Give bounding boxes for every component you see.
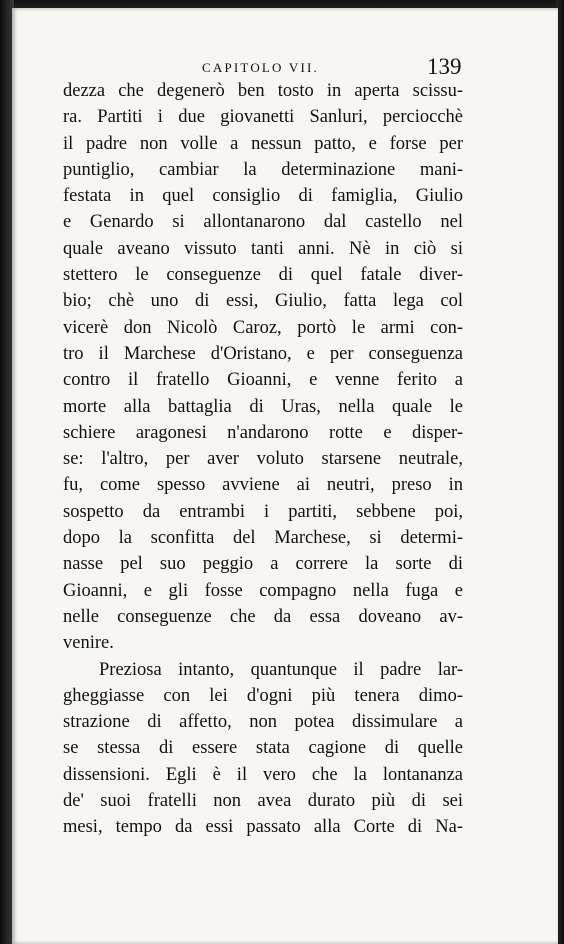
- text-line: de' suoi fratelli non avea durato più di sei: [63, 791, 463, 812]
- text-line: dissensioni. Egli è il vero che la lontananza: [63, 764, 463, 785]
- text-line: Preziosa intanto, quantunque il padre lar-: [99, 659, 463, 680]
- text-line: e Genardo si allontanarono dal castello nel: [63, 212, 463, 233]
- text-line: se: l'altro, per aver voluto starsene neutrale,: [63, 449, 463, 470]
- text-line: fu, come spesso avviene ai neutri, preso in: [63, 475, 463, 496]
- text-line: se stessa di essere stata cagione di quelle: [63, 738, 463, 759]
- book-page: [12, 8, 558, 944]
- text-line: vicerè don Nicolò Caroz, portò le armi con-: [63, 317, 463, 338]
- text-line: bio; chè uno di essi, Giulio, fatta lega col: [63, 291, 463, 312]
- text-line: strazione di affetto, non potea dissimulare a: [63, 712, 463, 733]
- text-line: Gioanni, e gli fosse compagno nella fuga e: [63, 580, 463, 601]
- running-head: CAPITOLO VII.: [202, 60, 319, 75]
- text-line: stettero le conseguenze di quel fatale diver-: [63, 265, 463, 286]
- paragraph-2: [63, 657, 463, 841]
- body-text: [63, 78, 463, 841]
- text-line: dezza che degenerò ben tosto in aperta scissu-: [63, 81, 463, 101]
- text-line: quale aveano vissuto tanti anni. Nè in ciò si: [63, 238, 463, 259]
- text-line: nasse pel suo peggio a correre la sorte di: [63, 554, 463, 575]
- text-line: dopo la sconfitta del Marchese, si determi-: [63, 528, 463, 549]
- text-line: venire.: [63, 633, 114, 654]
- page-number: 139: [427, 54, 462, 79]
- text-line: festata in quel consiglio di famiglia, Giulio: [63, 186, 463, 207]
- text-line: schiere aragonesi n'andarono rotte e disper-: [63, 422, 463, 443]
- text-line: il padre non volle a nessun patto, e forse per: [63, 133, 463, 154]
- text-line: morte alla battaglia di Uras, nella quale le: [63, 396, 463, 417]
- text-line: nelle conseguenze che da essa doveano av-: [63, 606, 463, 627]
- text-line: gheggiasse con lei d'ogni più tenera dimo-: [63, 685, 463, 706]
- text-line: contro il fratello Gioanni, e venne ferito a: [63, 370, 463, 391]
- paragraph-1: [63, 78, 463, 657]
- text-line: sospetto da entrambi i partiti, sebbene poi,: [63, 501, 463, 522]
- text-line: mesi, tempo da essi passato alla Corte di Na-: [63, 817, 463, 838]
- text-line: puntiglio, cambiar la determinazione mani-: [63, 159, 463, 180]
- text-line: ra. Partiti i due giovanetti Sanluri, perciocchè: [63, 107, 463, 128]
- text-line: tro il Marchese d'Oristano, e per conseguenza: [63, 343, 463, 364]
